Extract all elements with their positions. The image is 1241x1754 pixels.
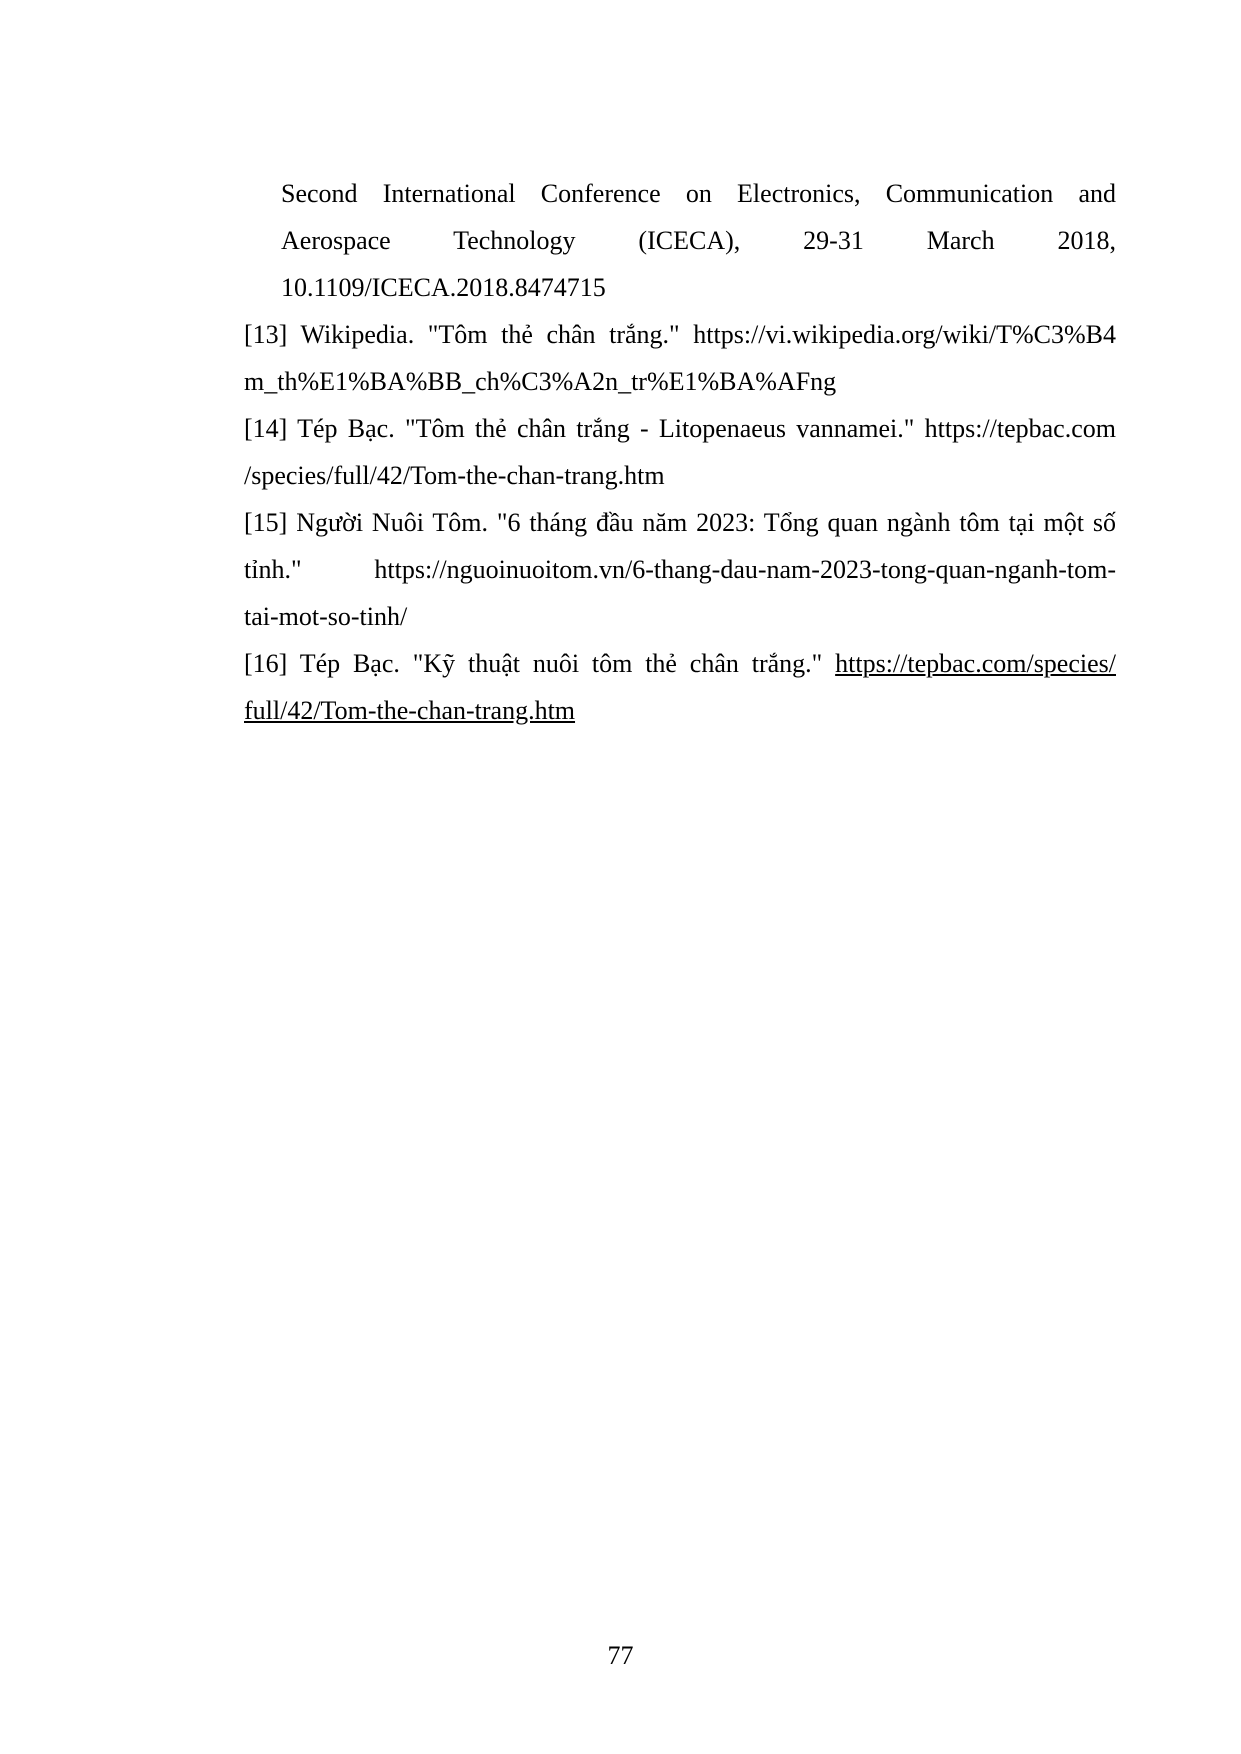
page-number: 77: [607, 1641, 634, 1670]
reference-16-text: [16] Tép Bạc. "Kỹ thuật nuôi tôm thẻ chân trắng.": [244, 649, 836, 678]
reference-12-continuation: [244, 170, 1116, 311]
reference-line: m_th%E1%BA%BB_ch%C3%A2n_tr%E1%BA%AFng: [244, 367, 837, 396]
reference-line: /species/full/42/Tom-the-chan-trang.htm: [244, 461, 665, 490]
reference-13: [244, 311, 1116, 405]
reference-line: [13] Wikipedia. "Tôm thẻ chân trắng." https://vi.wikipedia.org/wiki/T%C3%B4: [244, 320, 1116, 349]
reference-16: [244, 640, 1116, 734]
reference-line: 10.1109/ICECA.2018.8474715: [281, 273, 606, 302]
reference-14: [244, 405, 1116, 499]
reference-line: Second International Conference on Electronics, Communication and: [281, 179, 1116, 208]
reference-16-link-continuation[interactable]: full/42/Tom-the-chan-trang.htm: [244, 696, 576, 725]
reference-line: [14] Tép Bạc. "Tôm thẻ chân trắng - Litopenaeus vannamei." https://tepbac.com: [244, 414, 1116, 443]
reference-line: [244, 687, 1116, 734]
reference-line: tai-mot-so-tinh/: [244, 602, 408, 631]
reference-line: Aerospace Technology (ICECA), 29-31 March 2018,: [281, 226, 1116, 255]
reference-line: [15] Người Nuôi Tôm. "6 tháng đầu năm 2023: Tổng quan ngành tôm tại một số: [244, 508, 1116, 537]
reference-line: tỉnh." https://nguoinuoitom.vn/6-thang-dau-nam-2023-tong-quan-nganh-tom-: [244, 555, 1116, 584]
reference-16-link[interactable]: https://tepbac.com/species/: [835, 649, 1116, 678]
reference-list: [244, 170, 1116, 734]
reference-line: [244, 640, 1116, 687]
reference-15: [244, 499, 1116, 640]
